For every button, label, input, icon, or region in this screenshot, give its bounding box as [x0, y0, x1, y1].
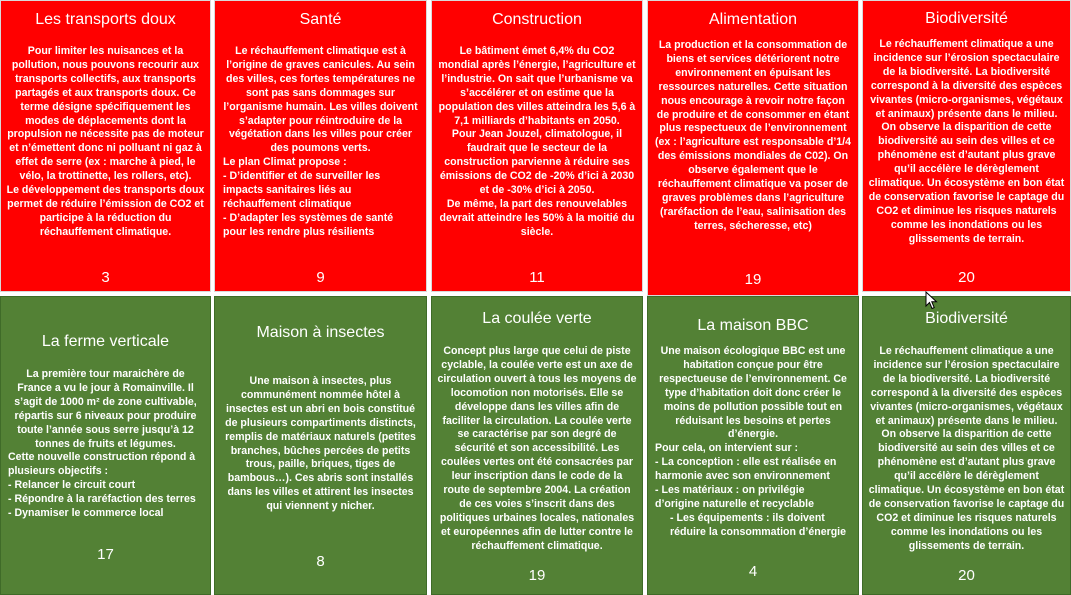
card-number: 19	[744, 271, 762, 288]
card-paragraph: Une maison à insectes, plus communément nommée hôtel à insectes est un abri en bois constitué de plusieurs compartiments distincts, remplis de matériaux naturels (petites branches, bûches percées de petits trous, paille, briques, tiges de bambous…). Ces abris sont installés dans les villes et attirent les insectes qui viennent y nicher.	[225, 375, 416, 513]
card-paragraph: - Répondre à la raréfaction des terres	[8, 493, 196, 506]
card-number: 9	[316, 269, 325, 286]
card-paragraph: Cette nouvelle construction répond à plusieurs objectifs :	[8, 451, 196, 478]
card-alimentation[interactable]	[647, 0, 859, 296]
card-paragraph: - Les équipements : ils doivent réduire la consommation d’énergie	[670, 511, 847, 538]
card-paragraph: On observe la disparition de cette biodiversité au sein des villes et ce phénomène est d’autant plus grave qu’il accélère le dérèglement climatique. Un écosystème en bon état de conservation favorise le captage du CO2 et diminue les risques naturels comme les inondations ou les glissements de terrain.	[868, 428, 1065, 552]
card-sante[interactable]	[214, 0, 427, 292]
card-title: Alimentation	[708, 11, 798, 28]
card-text	[438, 45, 636, 240]
card-number: 20	[958, 567, 975, 584]
card-title: Les transports doux	[35, 11, 176, 28]
card-paragraph: Le réchauffement climatique est à l’origine de graves canicules. Au sein des villes, ces fortes températures ne sont pas sans dommages sur l’organisme humain. Les villes doivent s’adapter pour réintroduire de la végétation dans les villes pour créer des poumons verts.	[223, 45, 418, 155]
card-number: 8	[316, 553, 325, 570]
card-transports-doux[interactable]	[0, 0, 211, 292]
card-text	[8, 368, 203, 521]
card-title: Maison à insectes	[256, 324, 385, 341]
card-paragraph: Une maison écologique BBC est une habitation conçue pour être respectueuse de l’environnement. Ce type d’habitation doit donc créer le moins de pollution possible tout en réduisant les besoins et pertes d’énergie.	[659, 345, 847, 441]
card-number: 17	[97, 546, 114, 563]
card-paragraph: Concept plus large que celui de piste cyclable, la coulée verte est un axe de circulation ouvert à tous les moyens de locomotion non motorisés. Elle se développe dans les villes afin de faciliter la circulation. La coulée verte se caractérise par son degré de sécurité et son accessibilité. Les coulées vertes ont été consacrées par leur inscription dans le code de la route de septembre 2004. La création de ces voies s’inscrit dans des politiques urbaines locales, nationales et européennes afin de lutter contre le réchauffement climatique.	[437, 345, 637, 552]
card-number: 19	[528, 567, 546, 584]
card-title: Santé	[299, 11, 342, 28]
card-paragraph: - D’adapter les systèmes de santé pour les rendre plus résilients	[223, 211, 394, 238]
card-paragraph: Le plan Climat propose :	[223, 156, 347, 169]
card-paragraph: - Les matériaux : on privilégie d’origine naturelle et recyclable	[655, 484, 814, 510]
card-number: 4	[748, 563, 758, 580]
card-text	[654, 39, 852, 234]
card-ferme-verticale[interactable]	[0, 296, 211, 595]
card-paragraph: Pour cela, on intervient sur :	[655, 442, 799, 455]
card-text	[222, 375, 419, 514]
card-paragraph: Le réchauffement climatique a une incidence sur l’érosion spectaculaire de la biodiversité. La biodiversité correspond à la diversité des espèces vivantes (micro-organismes, végétaux et animaux) présente dans le milieu.	[870, 345, 1063, 427]
card-maison-insectes[interactable]	[214, 296, 427, 595]
card-biodiversite-2[interactable]	[862, 296, 1071, 595]
card-paragraph: Le réchauffement climatique a une incidence sur l’érosion spectaculaire de la biodiversité. La biodiversité correspond à la diversité des espèces vivantes (micro-organismes, végétaux et animaux) présente dans le milieu.	[870, 38, 1063, 120]
card-paragraph: - La conception : elle est réalisée en harmonie avec son environnement	[655, 456, 837, 483]
card-text	[6, 45, 205, 240]
card-title: La coulée verte	[482, 310, 592, 327]
card-paragraph: Le bâtiment émet 6,4% du CO2 mondial après l’énergie, l’agriculture et l’industrie. On sait que l’urbanisme va s’accélérer et on estime que la population des villes atteindra les 5,6 à 7,1 milliards d’habitants en 2050.	[438, 45, 636, 127]
card-paragraph: La production et la consommation de biens et services détériorent notre environnement en épuisant les ressources naturelles. Cette situation nous encourage à revoir notre façon de produire et de consommer en étant plus respectueux de l’environnement (ex : l’agriculture est responsable d’1/4 des émissions mondiales de C02). On observe également que le réchauffement climatique va poser de graves problèmes dans l’agriculture (raréfaction de l’eau, salinisation des terres, sécheresse, etc)	[654, 39, 852, 232]
card-biodiversite[interactable]	[862, 0, 1071, 292]
card-paragraph: - D’identifier et de surveiller les impacts sanitaires liés au réchauffement climatique	[223, 170, 381, 210]
card-paragraph: De même, la part des renouvelables devrait atteindre les 50% à la moitié du siècle.	[439, 197, 635, 238]
card-paragraph: - Relancer le circuit court	[8, 479, 136, 492]
card-paragraph: Pour limiter les nuisances et la pollution, nous pouvons recourir aux transports collectifs, aux transports partagés et aux transports doux. Ce terme désigne spécifiquement les modes de déplacements dont la propulsion ne nécessite pas de moteur et n’émettent donc ni polluant ni gaz à effet de serre (ex : marche à pied, le vélo, la trottinette, les rollers, etc).	[7, 45, 204, 183]
card-paragraph: Pour Jean Jouzel, climatologue, il faudrait que le secteur de la construction parvienne à réduire ses émissions de CO2 de -20% d’ici à 2030 et de -30% d’ici à 2050.	[439, 128, 635, 197]
card-title: Biodiversité	[925, 10, 1008, 27]
card-construction[interactable]	[431, 0, 643, 292]
card-title: Construction	[492, 11, 582, 28]
card-title: La ferme verticale	[41, 333, 170, 350]
card-text	[437, 345, 637, 554]
card-text	[868, 38, 1065, 247]
card-title: La maison BBC	[697, 317, 809, 334]
card-number: 3	[101, 269, 110, 286]
card-paragraph: On observe la disparition de cette biodiversité au sein des villes et ce phénomène est d’autant plus grave qu’il accélère le dérèglement climatique. Un écosystème en bon état de conservation favorise le captage du CO2 et diminue les risques naturels comme les inondations ou les glissements de terrain.	[868, 121, 1065, 245]
card-title: Biodiversité	[925, 310, 1008, 327]
card-text	[655, 345, 851, 540]
card-coulee-verte[interactable]	[431, 296, 643, 595]
card-number: 11	[529, 269, 545, 286]
card-text	[223, 45, 418, 240]
card-number: 20	[958, 269, 975, 286]
card-text	[868, 345, 1065, 554]
card-paragraph: La première tour maraichère de France a vu le jour à Romainville. Il s’agit de 1000 m² de zone cultivable, répartis sur 6 niveaux pour produire toute l’année sous serre jusqu’à 12 tonnes de fruits et légumes.	[14, 368, 197, 450]
card-paragraph: Le développement des transports doux permet de réduire l’émission de CO2 et participe à la réduction du réchauffement climatique.	[6, 184, 205, 238]
card-paragraph: - Dynamiser le commerce local	[8, 507, 164, 520]
card-maison-bbc[interactable]	[647, 296, 859, 595]
